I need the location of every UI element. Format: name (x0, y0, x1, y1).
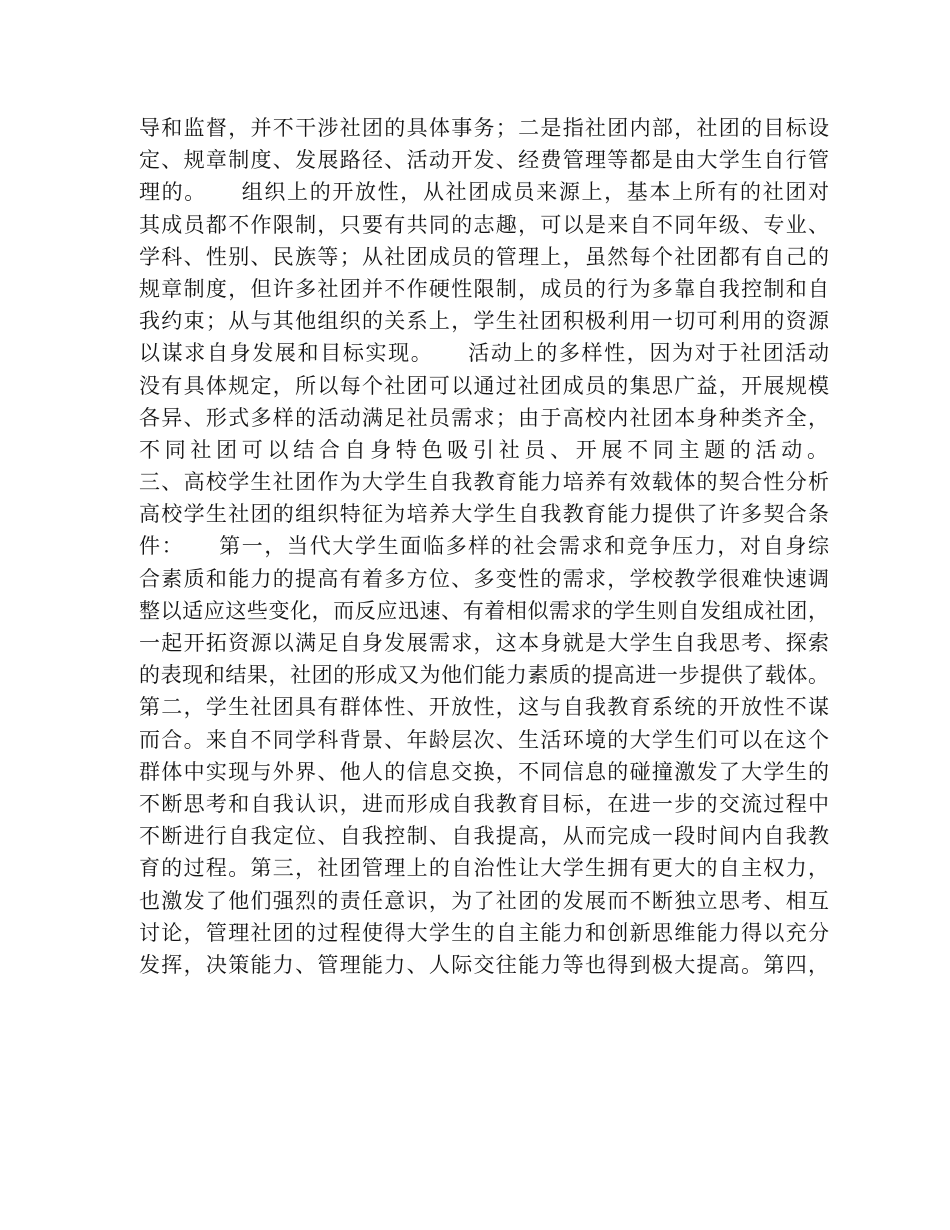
text-line-10: 各异、形式多样的活动满足社员需求；由于高校内社团本身种类齐全， (139, 405, 829, 430)
text-line-15: 合素质和能力的提高有着多方位、多变性的需求，学校教学很难快速调 (139, 566, 829, 591)
section-heading: 三、高校学生社团作为大学生自我教育能力培养有效载体的契合性分析 (139, 470, 829, 495)
text-line-5: 学科、性别、民族等；从社团成员的管理上，虽然每个社团都有自己的 (139, 244, 829, 269)
text-line-14: 件： 第一，当代大学生面临多样的社会需求和竞争压力，对自身综 (139, 534, 829, 559)
text-line-11: 不同社团可以结合自身特色吸引社员、开展不同主题的活动。 (139, 437, 829, 462)
text-line-4: 其成员都不作限制，只要有共同的志趣，可以是来自不同年级、专业、 (139, 212, 829, 237)
text-line-20: 而合。来自不同学科背景、年龄层次、生活环境的大学生们可以在这个 (139, 727, 829, 752)
text-line-24: 育的过程。第三，社团管理上的自治性让大学生拥有更大的自主权力， (139, 856, 829, 881)
text-line-27: 发挥，决策能力、管理能力、人际交往能力等也得到极大提高。第四， (139, 952, 829, 977)
text-line-25: 也激发了他们强烈的责任意识，为了社团的发展而不断独立思考、相互 (139, 888, 829, 913)
text-line-3: 理的。 组织上的开放性，从社团成员来源上，基本上所有的社团对 (139, 180, 829, 205)
text-line-8: 以谋求自身发展和目标实现。 活动上的多样性，因为对于社团活动 (139, 341, 829, 366)
text-line-21: 群体中实现与外界、他人的信息交换，不同信息的碰撞激发了大学生的 (139, 759, 829, 784)
text-line-17: 一起开拓资源以满足自身发展需求，这本身就是大学生自我思考、探索 (139, 631, 829, 655)
text-line-23: 不断进行自我定位、自我控制、自我提高，从而完成一段时间内自我教 (139, 824, 829, 849)
text-line-6: 规章制度，但许多社团并不作硬性限制，成员的行为多靠自我控制和自 (139, 276, 829, 301)
text-line-1: 导和监督，并不干涉社团的具体事务；二是指社团内部，社团的目标设 (139, 116, 829, 140)
text-line-26: 讨论，管理社团的过程使得大学生的自主能力和创新思维能力得以充分 (139, 920, 829, 945)
text-line-16: 整以适应这些变化，而反应迅速、有着相似需求的学生则自发组成社团， (139, 598, 829, 623)
text-line-22: 不断思考和自我认识，进而形成自我教育目标，在进一步的交流过程中 (139, 791, 829, 816)
body-text (139, 112, 829, 981)
text-line-13: 高校学生社团的组织特征为培养大学生自我教育能力提供了许多契合条 (139, 502, 829, 527)
text-line-7: 我约束；从与其他组织的关系上，学生社团积极利用一切可利用的资源 (139, 309, 829, 334)
text-line-18: 的表现和结果，社团的形成又为他们能力素质的提高进一步提供了载体。 (139, 663, 829, 688)
text-line-9: 没有具体规定，所以每个社团可以通过社团成员的集思广益，开展规模 (139, 373, 829, 398)
text-line-19: 第二，学生社团具有群体性、开放性，这与自我教育系统的开放性不谋 (139, 695, 829, 720)
text-line-2: 定、规章制度、发展路径、活动开发、经费管理等都是由大学生自行管 (139, 148, 829, 173)
